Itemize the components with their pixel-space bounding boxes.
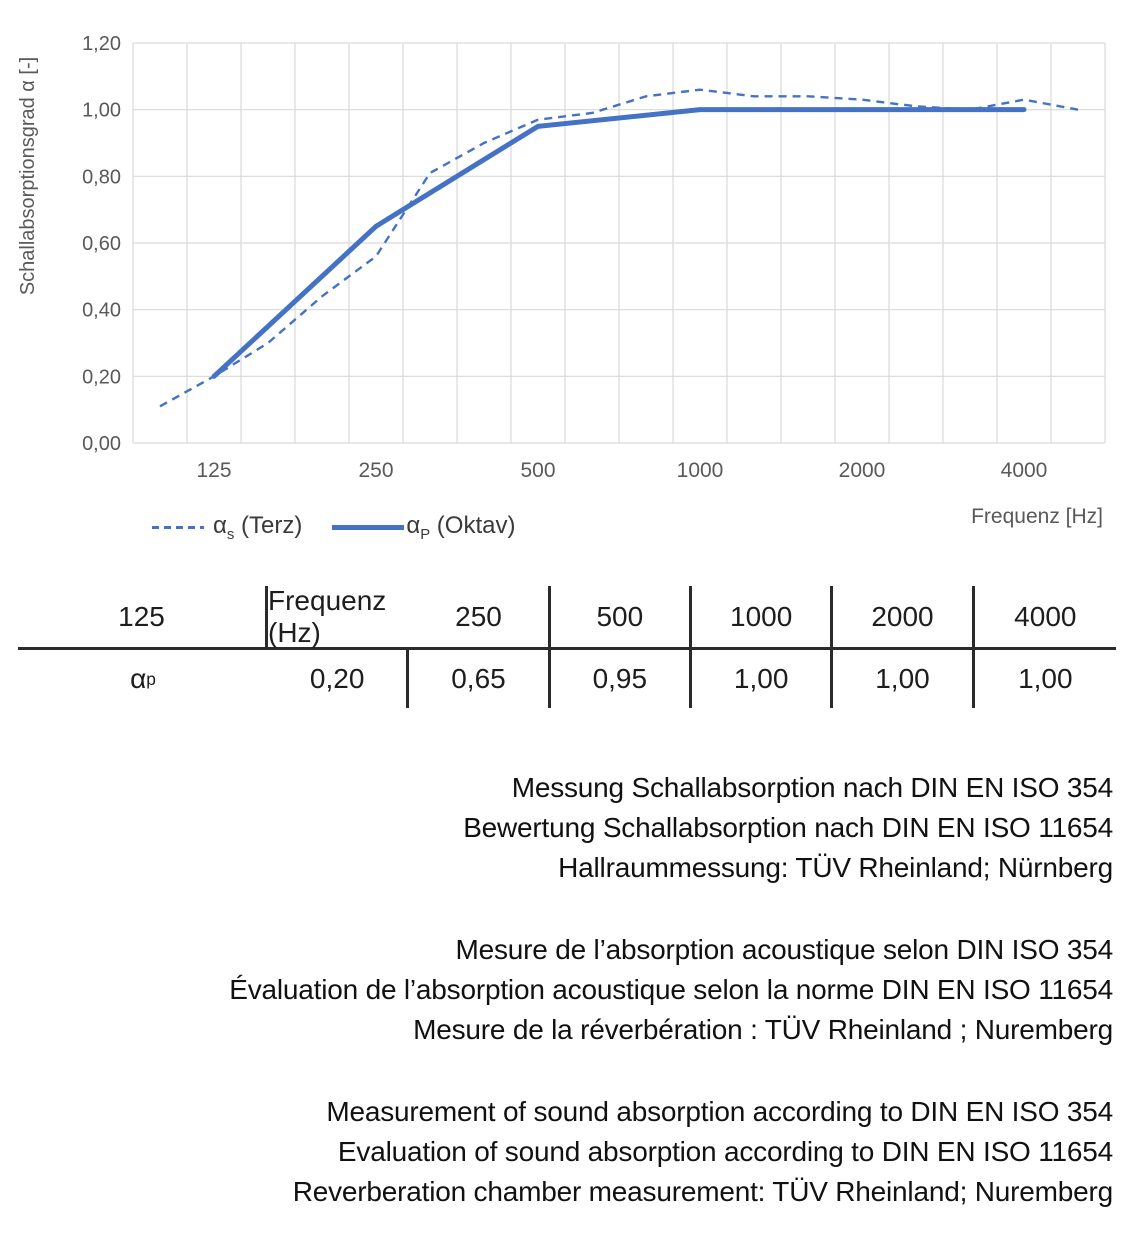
y-tick-label: 0,80 <box>82 166 121 189</box>
y-tick-label: 0,40 <box>82 299 121 322</box>
y-tick-label: 0,60 <box>82 233 121 255</box>
table-header-cell: 500 <box>551 586 692 650</box>
note-english <box>0 1092 1113 1212</box>
alpha-p-table <box>18 586 1116 708</box>
table-cell: 0,95 <box>551 650 692 708</box>
table-cell: 0,65 <box>409 650 550 708</box>
table-header-cell: Frequenz (Hz) <box>268 586 409 650</box>
note-line: Measurement of sound absorption according to DIN EN ISO 354 <box>326 1096 1113 1127</box>
gridlines <box>133 43 1105 443</box>
legend-label-terz: $\alpha_s$ (Terz) <box>213 512 303 543</box>
x-tick-label: 500 <box>520 459 556 482</box>
y-axis-title: Schallabsorptionsgrad α [-] <box>17 56 39 296</box>
note-line: Évaluation de l’absorption acoustique selon la norme DIN EN ISO 11654 <box>229 974 1113 1005</box>
y-tick-label: 0,00 <box>82 433 121 455</box>
note-line: Mesure de la réverbération : TÜV Rheinland ; Nuremberg <box>413 1014 1113 1045</box>
note-line: Bewertung Schallabsorption nach DIN EN ISO 11654 <box>463 812 1113 843</box>
table-cell: 1,00 <box>833 650 974 708</box>
dashed-line-swatch <box>152 526 204 529</box>
table-cell: 0,20 <box>268 650 409 708</box>
note-line: Messung Schallabsorption nach DIN EN ISO 354 <box>511 772 1113 803</box>
chart-legend <box>152 512 515 543</box>
note-line: Mesure de l’absorption acoustique selon DIN ISO 354 <box>455 934 1113 965</box>
note-line: Hallraummessung: TÜV Rheinland; Nürnberg <box>558 852 1113 883</box>
y-tick-label: 1,00 <box>82 99 121 122</box>
table-header-cell: 2000 <box>833 586 974 650</box>
absorption-chart <box>0 0 1135 500</box>
table-header-cell: 125 <box>18 586 268 650</box>
table-header-cell: 4000 <box>975 586 1116 650</box>
y-tick-label: 0,20 <box>82 366 121 389</box>
legend-label-oktav: $\alpha_P$ (Oktav) <box>406 512 516 543</box>
table-cell: 1,00 <box>1018 663 1073 694</box>
note-line: Reverberation chamber measurement: TÜV Rheinland; Nuremberg <box>292 1176 1113 1207</box>
table-header-cell: 1000 <box>692 586 833 650</box>
note-line: Evaluation of sound absorption according to DIN EN ISO 11654 <box>337 1136 1113 1167</box>
x-axis-title: Frequenz [Hz] <box>971 505 1103 528</box>
note-german <box>0 768 1113 888</box>
x-tick-label: 1000 <box>676 459 724 482</box>
x-tick-label: 125 <box>196 459 232 482</box>
x-tick-label: 250 <box>358 459 394 482</box>
y-tick-label: 1,20 <box>82 33 121 55</box>
table-cell: 1,00 <box>692 650 833 708</box>
table-header-cell: 250 <box>409 586 550 650</box>
solid-line-swatch <box>332 525 404 530</box>
x-tick-label: 4000 <box>1000 459 1048 482</box>
note-french <box>0 930 1113 1050</box>
table-row-label: α p <box>130 663 156 694</box>
x-tick-label: 2000 <box>838 459 886 482</box>
